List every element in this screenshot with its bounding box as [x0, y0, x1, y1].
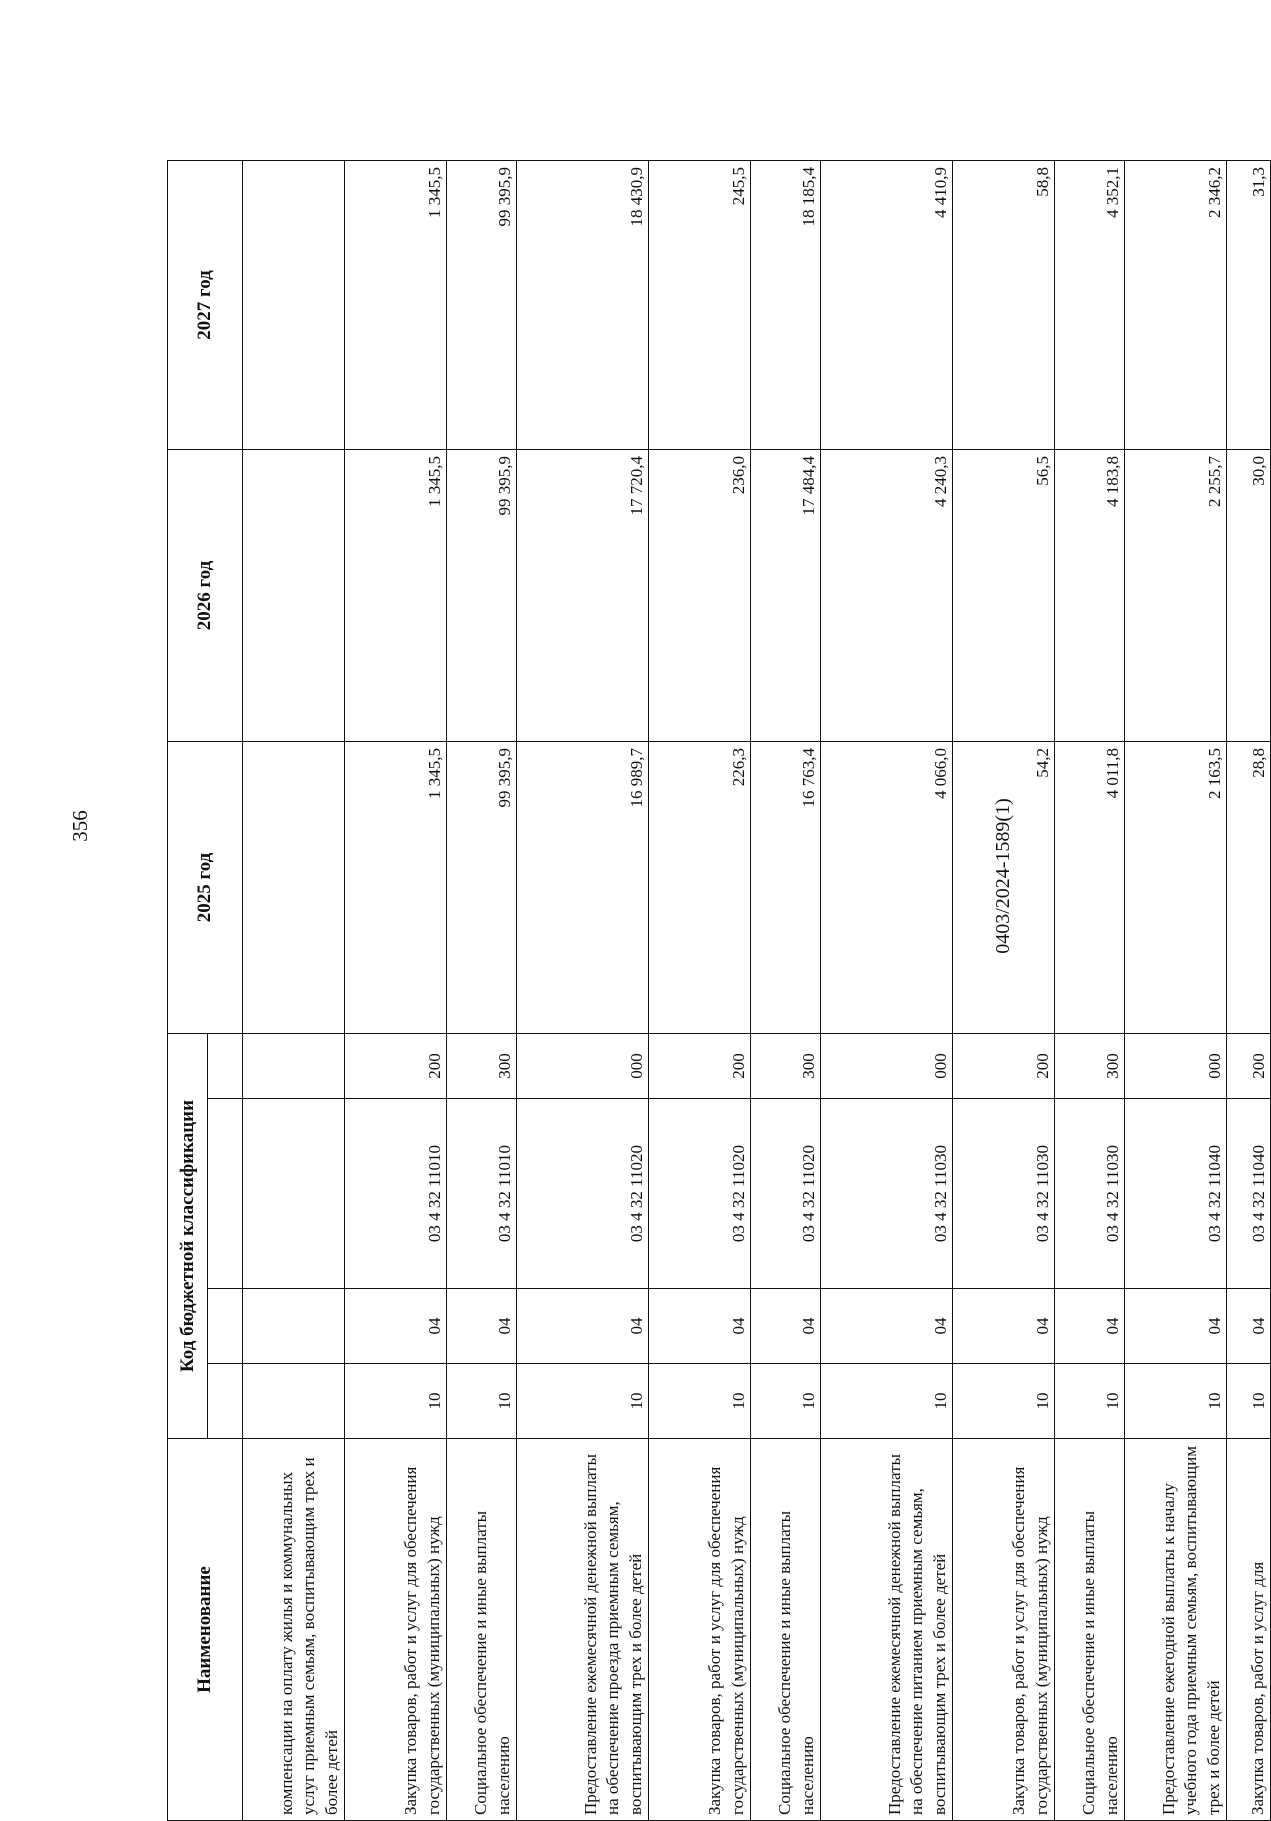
row-code-article: 03 4 32 11010 — [345, 1099, 447, 1289]
row-value-2025: 16 989,7 — [517, 741, 649, 1033]
row-code-subsection: 04 — [821, 1289, 953, 1364]
row-code-type: 300 — [1055, 1033, 1125, 1098]
row-code-article: 03 4 32 11020 — [517, 1099, 649, 1289]
row-name: Закупка товаров, работ и услуг для обеспечения государственных (муниципальных) нужд — [345, 1439, 447, 1821]
header-2025: 2025 год — [168, 741, 243, 1033]
row-code-type — [243, 1033, 345, 1098]
row-code-type: 300 — [751, 1033, 821, 1098]
row-value-2025: 28,8 — [1227, 741, 1271, 1033]
row-value-2027: 18 185,4 — [751, 160, 821, 449]
row-code-article: 03 4 32 11040 — [1227, 1099, 1271, 1289]
row-code-section — [243, 1364, 345, 1439]
row-value-2027: 245,5 — [649, 160, 751, 449]
row-value-2025: 4 066,0 — [821, 741, 953, 1033]
table-row — [821, 160, 953, 1820]
row-value-2026: 17 720,4 — [517, 449, 649, 741]
row-value-2025 — [243, 741, 345, 1033]
row-value-2027: 2 346,2 — [1125, 160, 1227, 449]
header-code: Код бюджетной классификации — [168, 1033, 208, 1438]
row-name: Социальное обеспечение и иные выплаты населению — [1055, 1439, 1125, 1821]
table-row — [1227, 160, 1271, 1820]
table-row — [1055, 160, 1125, 1820]
row-value-2027: 1 345,5 — [345, 160, 447, 449]
row-code-section: 10 — [751, 1364, 821, 1439]
row-value-2026: 99 395,9 — [447, 449, 517, 741]
row-value-2025: 54,2 — [953, 741, 1055, 1033]
row-value-2026: 1 345,5 — [345, 449, 447, 741]
row-code-section: 10 — [649, 1364, 751, 1439]
row-name: Закупка товаров, работ и услуг для обеспечения государственных (муниципальных) нужд — [649, 1439, 751, 1821]
row-code-subsection: 04 — [751, 1289, 821, 1364]
header-2027: 2027 год — [168, 160, 243, 449]
rotated-table-wrapper — [167, 161, 1268, 1821]
row-name: Закупка товаров, работ и услуг для — [1227, 1439, 1271, 1821]
table-row — [243, 160, 345, 1820]
row-value-2026: 56,5 — [953, 449, 1055, 741]
row-value-2027: 99 395,9 — [447, 160, 517, 449]
row-value-2027: 18 430,9 — [517, 160, 649, 449]
row-code-subsection — [243, 1289, 345, 1364]
row-code-subsection: 04 — [1125, 1289, 1227, 1364]
row-code-type: 200 — [649, 1033, 751, 1098]
row-code-section: 10 — [821, 1364, 953, 1439]
row-value-2027: 4 352,1 — [1055, 160, 1125, 449]
row-code-article — [243, 1099, 345, 1289]
row-value-2027: 58,8 — [953, 160, 1055, 449]
header-code-section — [208, 1364, 243, 1439]
table-row — [517, 160, 649, 1820]
page-number: 356 — [68, 810, 92, 842]
row-code-article: 03 4 32 11010 — [447, 1099, 517, 1289]
row-name: Предоставление ежемесячной денежной выплаты на обеспечение питанием приемным семьям, воспитывающим трех и более детей — [821, 1439, 953, 1821]
row-value-2025: 1 345,5 — [345, 741, 447, 1033]
row-value-2025: 4 011,8 — [1055, 741, 1125, 1033]
row-code-section: 10 — [345, 1364, 447, 1439]
document-code: 0403/2024-1589(1) — [992, 798, 1014, 954]
row-code-section: 10 — [1227, 1364, 1271, 1439]
row-value-2026: 30,0 — [1227, 449, 1271, 741]
row-code-section: 10 — [447, 1364, 517, 1439]
row-code-article: 03 4 32 11020 — [649, 1099, 751, 1289]
header-code-type — [208, 1033, 243, 1098]
row-name: Предоставление ежемесячной денежной выплаты на обеспечение проезда приемным семьям, воспитывающим трех и более детей — [517, 1439, 649, 1821]
table-row — [1125, 160, 1227, 1820]
row-value-2026 — [243, 449, 345, 741]
row-code-subsection: 04 — [517, 1289, 649, 1364]
row-code-article: 03 4 32 11040 — [1125, 1099, 1227, 1289]
row-name: Социальное обеспечение и иные выплаты населению — [447, 1439, 517, 1821]
header-row — [168, 160, 208, 1820]
row-code-subsection: 04 — [1055, 1289, 1125, 1364]
row-code-type: 200 — [953, 1033, 1055, 1098]
row-code-section: 10 — [1125, 1364, 1227, 1439]
row-code-section: 10 — [953, 1364, 1055, 1439]
row-code-type: 000 — [1125, 1033, 1227, 1098]
row-value-2027: 4 410,9 — [821, 160, 953, 449]
table-row — [649, 160, 751, 1820]
row-name: Предоставление ежегодной выплаты к началу учебного года приемным семьям, воспитывающим трех и более детей — [1125, 1439, 1227, 1821]
row-code-type: 000 — [517, 1033, 649, 1098]
row-code-subsection: 04 — [1227, 1289, 1271, 1364]
row-name: Закупка товаров, работ и услуг для обеспечения государственных (муниципальных) нужд — [953, 1439, 1055, 1821]
row-name: Социальное обеспечение и иные выплаты населению — [751, 1439, 821, 1821]
row-code-article: 03 4 32 11030 — [953, 1099, 1055, 1289]
row-code-article: 03 4 32 11030 — [1055, 1099, 1125, 1289]
row-code-type: 300 — [447, 1033, 517, 1098]
header-code-article — [208, 1099, 243, 1289]
header-code-subsection — [208, 1289, 243, 1364]
row-code-subsection: 04 — [345, 1289, 447, 1364]
budget-table — [167, 160, 1271, 1821]
row-code-article: 03 4 32 11030 — [821, 1099, 953, 1289]
row-value-2027: 31,3 — [1227, 160, 1271, 449]
table-body — [243, 160, 1271, 1820]
row-code-subsection: 04 — [953, 1289, 1055, 1364]
row-value-2026: 4 183,8 — [1055, 449, 1125, 741]
row-code-subsection: 04 — [649, 1289, 751, 1364]
row-code-article: 03 4 32 11020 — [751, 1099, 821, 1289]
header-name: Наименование — [168, 1439, 243, 1821]
row-value-2025: 16 763,4 — [751, 741, 821, 1033]
row-value-2025: 99 395,9 — [447, 741, 517, 1033]
row-value-2025: 226,3 — [649, 741, 751, 1033]
row-value-2027 — [243, 160, 345, 449]
row-code-type: 200 — [1227, 1033, 1271, 1098]
row-value-2026: 2 255,7 — [1125, 449, 1227, 741]
row-code-type: 000 — [821, 1033, 953, 1098]
header-2026: 2026 год — [168, 449, 243, 741]
row-code-type: 200 — [345, 1033, 447, 1098]
row-code-subsection: 04 — [447, 1289, 517, 1364]
table-row — [447, 160, 517, 1820]
row-code-section: 10 — [1055, 1364, 1125, 1439]
row-code-section: 10 — [517, 1364, 649, 1439]
row-value-2025: 2 163,5 — [1125, 741, 1227, 1033]
row-value-2026: 236,0 — [649, 449, 751, 741]
table-row — [345, 160, 447, 1820]
row-value-2026: 17 484,4 — [751, 449, 821, 741]
row-name: компенсации на оплату жилья и коммунальных услуг приемным семьям, воспитывающим трех и более детей — [243, 1439, 345, 1821]
table-row — [751, 160, 821, 1820]
row-value-2026: 4 240,3 — [821, 449, 953, 741]
